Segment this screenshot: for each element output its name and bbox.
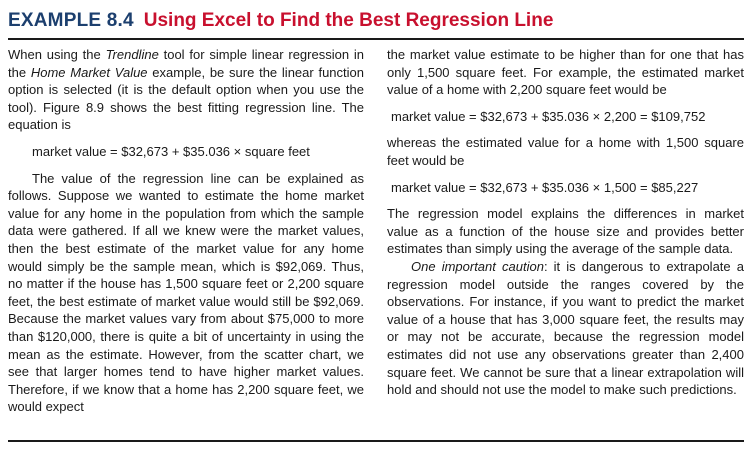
- caution-paragraph: One important caution: it is dangerous to extrapolate a regression model outside the ranges covered by the observations. For instance, if you want to predict the market value of a house that has 3,000 square feet, the results may or may not be accurate, because the regression model estimates did not use any observations greater than 2,400 square feet. We cannot be sure that a linear extrapolation will hold and should not use the model to make such predictions.: [387, 258, 744, 398]
- explanation-paragraph: The value of the regression line can be explained as follows. Suppose we wanted to estimate the home market value for any home in the population from which the sample data were gathered. If all we knew were the market values, then the best estimate of the market value for any home would simply be the sample mean, which is $92,069. Thus, no matter if the house has 1,500 square feet or 2,200 square feet, the best estimate of market value would still be $92,069. Because the market values vary from about $75,000 to more than $120,000, there is quite a bit of uncertainty in using the mean as the estimate. However, from the scatter chart, we see that larger homes tend to have higher market values. Therefore, if we know that a home has 2,200 square feet, we would expect: [8, 170, 364, 415]
- bottom-rule: [8, 440, 744, 442]
- model-paragraph: The regression model explains the differences in market value as a function of the house size and provides better estimates than simply using the average of the sample data.: [387, 206, 744, 257]
- regression-equation: market value = $32,673 + $35.036 × square feet: [32, 143, 310, 159]
- right-column: [387, 46, 744, 399]
- left-column: [8, 46, 364, 416]
- equation-2200: market value = $32,673 + $35.036 × 2,200 = $109,752: [391, 108, 706, 124]
- top-rule: [8, 38, 744, 40]
- equation-1500: market value = $32,673 + $35.036 × 1,500 = $85,227: [391, 179, 699, 195]
- italic-text: Home Market Value: [30, 64, 148, 80]
- italic-text: Trendline: [105, 47, 159, 62]
- example-title: Using Excel to Find the Best Regression Line: [143, 10, 554, 31]
- example-label: EXAMPLE 8.4: [8, 10, 134, 31]
- whereas-paragraph: whereas the estimated value for a home with 1,500 square feet would be: [387, 135, 744, 168]
- intro-paragraph: When using the Trendline tool for simple linear regression in the Home Market Value example, be sure the linear function option is selected (it is the default option when you use the tool). Figure 8.9 shows the best fitting regression line. The equation is: [8, 47, 365, 133]
- example-header: [8, 8, 744, 34]
- italic-text: One important caution: [411, 258, 544, 274]
- continuation-paragraph: the market value estimate to be higher than for one that has only 1,500 square feet. For example, the estimated market value of a home with 2,200 square feet would be: [387, 47, 744, 98]
